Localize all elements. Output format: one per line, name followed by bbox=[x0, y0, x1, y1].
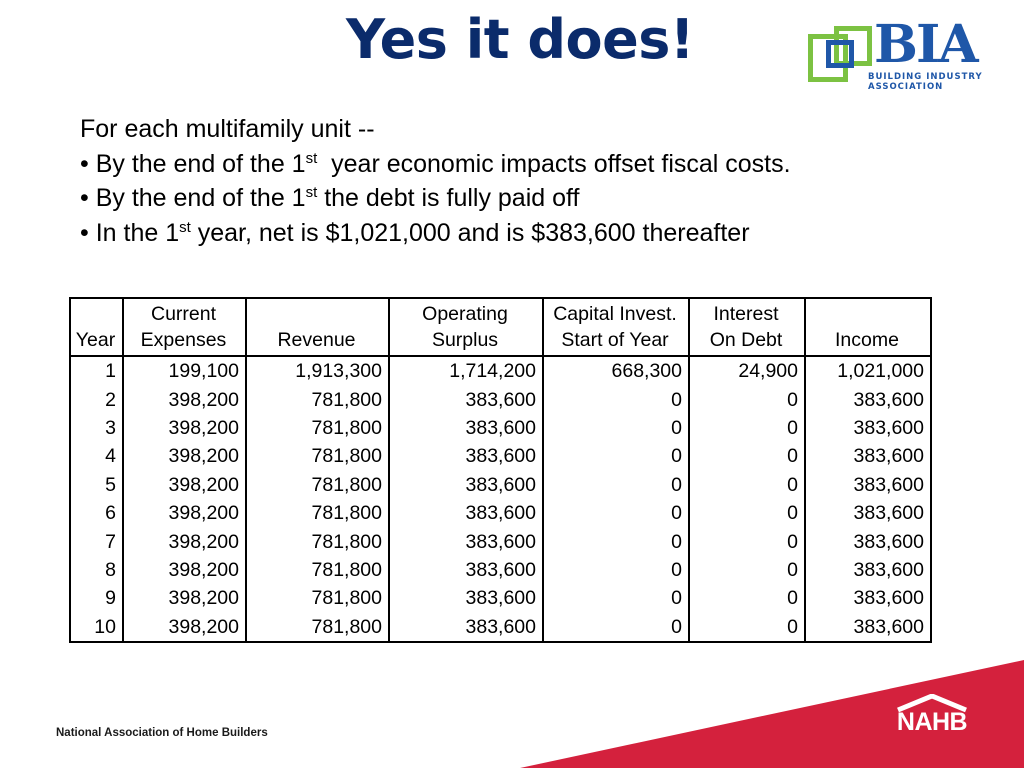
footer-org-name: National Association of Home Builders bbox=[56, 727, 268, 739]
cell-interest-on-debt: 0 bbox=[689, 584, 805, 612]
bullet-1-sup: st bbox=[305, 149, 318, 167]
table-row bbox=[70, 613, 931, 642]
header-capital-invest-line-1: Capital Invest. bbox=[553, 303, 677, 325]
cell-income: 383,600 bbox=[805, 471, 931, 499]
cell-revenue: 1,913,300 bbox=[246, 356, 389, 385]
bullet-3-post: year, net is $1,021,000 and is $383,600 thereafter bbox=[190, 218, 750, 247]
slide-title: Yes it does! bbox=[346, 8, 694, 71]
cell-operating-surplus: 383,600 bbox=[389, 584, 543, 612]
cell-year: 3 bbox=[70, 414, 123, 442]
table-row bbox=[70, 527, 931, 555]
table-row bbox=[70, 471, 931, 499]
cell-year: 1 bbox=[70, 356, 123, 385]
bullet-3 bbox=[80, 216, 980, 251]
cell-capital-invest: 0 bbox=[543, 442, 689, 470]
cell-capital-invest: 0 bbox=[543, 385, 689, 413]
table-row bbox=[70, 584, 931, 612]
cell-income: 383,600 bbox=[805, 385, 931, 413]
header-current-expenses-line-2: Expenses bbox=[140, 329, 227, 351]
table-header-row bbox=[70, 298, 931, 356]
cell-current-expenses: 398,200 bbox=[123, 613, 246, 642]
cell-operating-surplus: 383,600 bbox=[389, 385, 543, 413]
cell-capital-invest: 0 bbox=[543, 499, 689, 527]
table-body bbox=[70, 356, 931, 642]
cell-current-expenses: 398,200 bbox=[123, 442, 246, 470]
table-row bbox=[70, 356, 931, 385]
cell-income: 383,600 bbox=[805, 613, 931, 642]
cell-operating-surplus: 383,600 bbox=[389, 613, 543, 642]
table-row bbox=[70, 556, 931, 584]
economic-impact-table bbox=[69, 297, 932, 643]
bia-logo bbox=[808, 14, 998, 96]
header-year bbox=[70, 298, 123, 356]
logo-subtitle-line-1: BUILDING INDUSTRY bbox=[868, 72, 983, 82]
bullet-2-post: the debt is fully paid off bbox=[317, 184, 580, 212]
cell-income: 383,600 bbox=[805, 584, 931, 612]
cell-revenue: 781,800 bbox=[246, 613, 389, 642]
footer-red-band bbox=[0, 660, 1024, 768]
cell-operating-surplus: 383,600 bbox=[389, 556, 543, 584]
cell-interest-on-debt: 0 bbox=[689, 385, 805, 413]
table-row bbox=[70, 442, 931, 470]
cell-interest-on-debt: 0 bbox=[689, 499, 805, 527]
cell-current-expenses: 398,200 bbox=[123, 499, 246, 527]
cell-year: 9 bbox=[70, 584, 123, 612]
table-row bbox=[70, 385, 931, 413]
cell-interest-on-debt: 24,900 bbox=[689, 356, 805, 385]
nahb-wordmark: NAHB bbox=[896, 708, 968, 736]
cell-capital-invest: 0 bbox=[543, 471, 689, 499]
cell-capital-invest: 0 bbox=[543, 556, 689, 584]
header-capital-invest-line-2: Start of Year bbox=[561, 329, 669, 351]
table-row bbox=[70, 414, 931, 442]
header-interest-on-debt-line-2: On Debt bbox=[709, 329, 783, 351]
logo-subtitle bbox=[868, 72, 998, 92]
cell-capital-invest: 0 bbox=[543, 527, 689, 555]
cell-year: 4 bbox=[70, 442, 123, 470]
cell-capital-invest: 0 bbox=[543, 584, 689, 612]
header-revenue bbox=[246, 298, 389, 356]
cell-capital-invest: 668,300 bbox=[543, 356, 689, 385]
bullet-3-pre: • In the 1 bbox=[80, 218, 180, 247]
cell-interest-on-debt: 0 bbox=[689, 556, 805, 584]
cell-operating-surplus: 383,600 bbox=[389, 471, 543, 499]
bullet-3-sup: st bbox=[179, 218, 191, 236]
bullet-1 bbox=[80, 147, 980, 182]
logo-wordmark: BIA bbox=[874, 14, 977, 75]
cell-income: 383,600 bbox=[805, 556, 931, 584]
bullet-2-pre: • By the end of the 1 bbox=[80, 184, 306, 212]
bullet-1-pre: • By the end of the 1 bbox=[80, 149, 306, 178]
cell-income: 383,600 bbox=[805, 414, 931, 442]
bullet-1-post: year economic impacts offset fiscal costs. bbox=[317, 149, 791, 178]
cell-interest-on-debt: 0 bbox=[689, 442, 805, 470]
cell-year: 2 bbox=[70, 385, 123, 413]
header-interest-on-debt-line-1: Interest bbox=[713, 303, 779, 325]
header-current-expenses bbox=[123, 298, 246, 356]
cell-income: 383,600 bbox=[805, 499, 931, 527]
header-year-line-2: Year bbox=[75, 329, 116, 351]
header-operating-surplus bbox=[389, 298, 543, 356]
cell-income: 1,021,000 bbox=[805, 356, 931, 385]
intro-text bbox=[80, 112, 980, 250]
bullet-2 bbox=[80, 181, 980, 216]
cell-interest-on-debt: 0 bbox=[689, 414, 805, 442]
cell-interest-on-debt: 0 bbox=[689, 471, 805, 499]
cell-revenue: 781,800 bbox=[246, 584, 389, 612]
cell-revenue: 781,800 bbox=[246, 471, 389, 499]
cell-operating-surplus: 1,714,200 bbox=[389, 356, 543, 385]
header-income bbox=[805, 298, 931, 356]
cell-income: 383,600 bbox=[805, 527, 931, 555]
cell-current-expenses: 398,200 bbox=[123, 584, 246, 612]
table-row bbox=[70, 499, 931, 527]
cell-revenue: 781,800 bbox=[246, 414, 389, 442]
cell-capital-invest: 0 bbox=[543, 414, 689, 442]
cell-year: 7 bbox=[70, 527, 123, 555]
cell-revenue: 781,800 bbox=[246, 385, 389, 413]
header-operating-surplus-line-1: Operating bbox=[422, 303, 508, 325]
cell-interest-on-debt: 0 bbox=[689, 613, 805, 642]
bullet-2-sup: st bbox=[305, 184, 318, 201]
cell-year: 5 bbox=[70, 471, 123, 499]
cell-current-expenses: 398,200 bbox=[123, 471, 246, 499]
cell-revenue: 781,800 bbox=[246, 442, 389, 470]
cell-interest-on-debt: 0 bbox=[689, 527, 805, 555]
cell-operating-surplus: 383,600 bbox=[389, 499, 543, 527]
cell-year: 8 bbox=[70, 556, 123, 584]
logo-subtitle-line-2: ASSOCIATION bbox=[868, 82, 944, 92]
intro-lead: For each multifamily unit -- bbox=[80, 115, 375, 143]
logo-blue-square bbox=[826, 40, 854, 68]
header-interest-on-debt bbox=[689, 298, 805, 356]
cell-income: 383,600 bbox=[805, 442, 931, 470]
cell-operating-surplus: 383,600 bbox=[389, 527, 543, 555]
nahb-logo bbox=[888, 694, 976, 742]
header-capital-invest bbox=[543, 298, 689, 356]
header-current-expenses-line-1: Current bbox=[150, 303, 217, 325]
cell-revenue: 781,800 bbox=[246, 527, 389, 555]
cell-current-expenses: 398,200 bbox=[123, 385, 246, 413]
cell-current-expenses: 398,200 bbox=[123, 527, 246, 555]
header-revenue-line-2: Revenue bbox=[277, 329, 356, 351]
cell-capital-invest: 0 bbox=[543, 613, 689, 642]
cell-year: 10 bbox=[70, 613, 123, 642]
cell-year: 6 bbox=[70, 499, 123, 527]
header-operating-surplus-line-2: Surplus bbox=[431, 329, 499, 351]
cell-current-expenses: 398,200 bbox=[123, 556, 246, 584]
cell-revenue: 781,800 bbox=[246, 499, 389, 527]
header-income-line-2: Income bbox=[835, 329, 899, 351]
cell-operating-surplus: 383,600 bbox=[389, 414, 543, 442]
cell-current-expenses: 199,100 bbox=[123, 356, 246, 385]
cell-revenue: 781,800 bbox=[246, 556, 389, 584]
cell-current-expenses: 398,200 bbox=[123, 414, 246, 442]
cell-operating-surplus: 383,600 bbox=[389, 442, 543, 470]
